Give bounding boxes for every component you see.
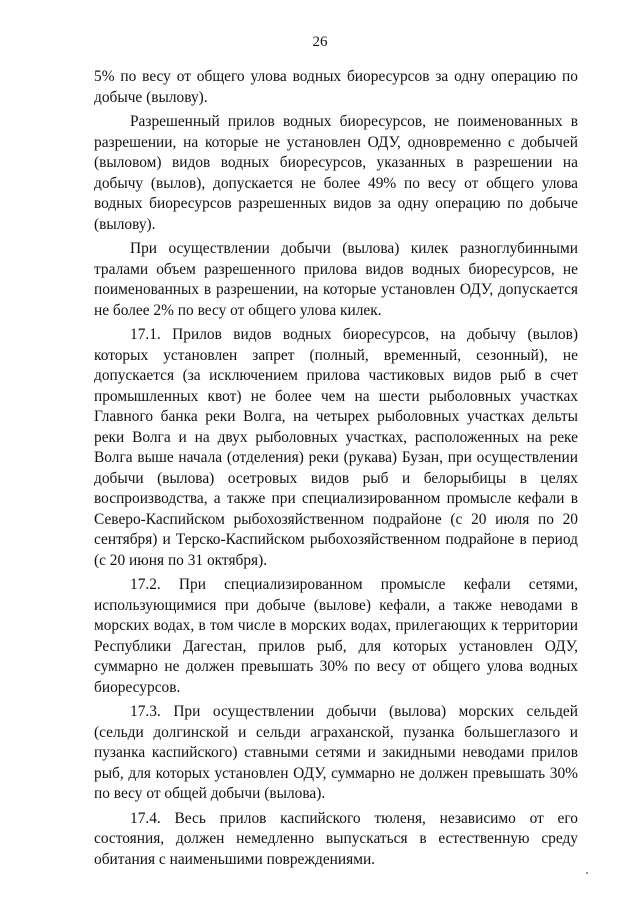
paragraph-bycatch-unlisted: Разрешенный прилов водных биоресурсов, не поименованных в разрешении, на которые не установлен ОДУ, одновременно с добычей (выловом) видов водных биоресурсов, указанных в разрешении на добычу (вылов), допускается не более 49% по весу от общего улова водных биоресурсов разрешенных видов за одну операцию по добыче (вылову). [94,113,578,233]
paragraph-17-2: 17.2. При специализированном промысле кефали сетями, использующимися при добыче (вылове) кефали, а также неводами в морских водах, в том числе в морских водах, прилегающих к территории Республики Дагестан, прилов рыб, для которых установлен ОДУ, суммарно не должен превышать 30% по весу от общего улова водных биоресурсов. [94,576,578,696]
paragraph-17-1: 17.1. Прилов видов водных биоресурсов, на добычу (вылов) которых установлен запрет (полный, временный, сезонный), не допускается (за исключением прилова частиковых видов рыб в счет промышленных квот) не более чем на шести рыболовных участках Главного банка реки Волга, на четырех рыболовных участках дельты реки Волга и на двух рыболовных участках, расположенных на реке Волга выше начала (отделения) реки (рукава) Бузан, при осуществлении добычи (вылова) осетровых видов рыб и белорыбицы в целях воспроизводства, а также при специализированном промысле кефали в Северо-Каспийском рыбохозяйственном подрайоне (с 20 июля по 20 сентября) и Терско-Каспийском рыбохозяйственном подрайоне в период (с 20 июня по 31 октября). [94,326,578,569]
paragraph-sprat-trawl: При осуществлении добычи (вылова) килек разноглубинными тралами объем разрешенного прилова видов водных биоресурсов, не поименованных в разрешении, на которые установлен ОДУ, допускается не более 2% по весу от общего улова килек. [94,240,578,319]
paragraph-continuation: 5% по весу от общего улова водных биоресурсов за одну операцию по добыче (вылову). [94,68,578,106]
paragraph-17-3: 17.3. При осуществлении добычи (вылова) морских сельдей (сельди долгинской и сельди аграханской, пузанка большеглазого и пузанка каспийского) ставными сетями и закидными неводами прилов рыб, для которых установлен ОДУ, суммарно не должен превышать 30% по весу от общей добычи (вылова). [94,703,578,802]
page-number: 26 [312,34,328,50]
document-body [94,67,578,874]
scan-speck [586,872,588,874]
paragraph-17-4: 17.4. Весь прилов каспийского тюленя, независимо от его состояния, должен немедленно выпускаться в естественную среду обитания с наименьшими повреждениями. [94,809,578,868]
